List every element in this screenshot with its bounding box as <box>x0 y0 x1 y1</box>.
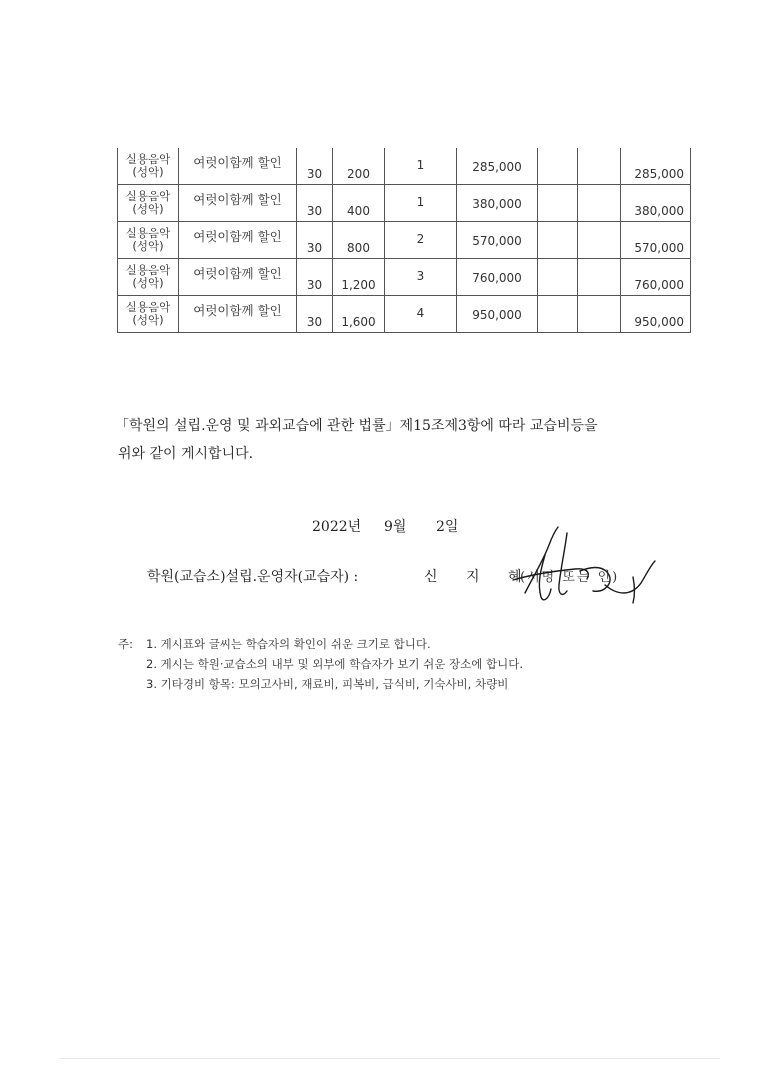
signer-label: 학원(교습소)설립.운영자(교습자) : <box>147 569 359 585</box>
cell-subject <box>118 185 179 222</box>
cell-fee <box>457 296 538 333</box>
cell-extra-1 <box>538 185 578 222</box>
cell-subject <box>118 148 179 185</box>
subject-name: 실용음악 <box>125 189 171 203</box>
cell-course <box>179 259 297 296</box>
cell-minutes <box>333 296 385 333</box>
cell-course <box>179 185 297 222</box>
cell-value <box>538 296 577 306</box>
date-year: 2022년 <box>312 519 362 535</box>
cell-fee <box>457 222 538 259</box>
cell-value: 여럿이함께 할인 <box>193 192 282 207</box>
cell-weeks <box>297 148 333 185</box>
cell-value <box>578 222 620 232</box>
notice-text <box>115 412 675 468</box>
fee-table <box>117 148 691 333</box>
cell-course <box>179 296 297 333</box>
cell-total <box>621 259 691 296</box>
date-day: 2일 <box>436 519 459 535</box>
cell-value: 1 <box>416 158 425 172</box>
cell-subject <box>118 259 179 296</box>
subject-detail: (성악) <box>132 313 164 327</box>
cell-value: 30 <box>306 315 323 329</box>
cell-count <box>385 148 457 185</box>
cell-course <box>179 148 297 185</box>
cell-subject <box>118 222 179 259</box>
cell-value <box>538 222 577 232</box>
cell-value: 760,000 <box>472 271 522 285</box>
cell-value: 950,000 <box>472 308 522 322</box>
cell-count <box>385 222 457 259</box>
cell-minutes <box>333 259 385 296</box>
subject-detail: (성악) <box>132 202 164 216</box>
cell-extra-2 <box>578 185 621 222</box>
footnote-lead: 주: <box>118 637 133 651</box>
footnote-text: 1. 게시표와 글씨는 학습자의 확인이 쉬운 크기로 합니다. <box>146 637 431 651</box>
subject-detail: (성악) <box>132 276 164 290</box>
cell-value: 30 <box>306 278 323 292</box>
date-month: 9월 <box>384 519 407 535</box>
cell-value: 30 <box>306 167 323 181</box>
cell-value: 3 <box>416 269 425 283</box>
cell-extra-2 <box>578 222 621 259</box>
signature-note: (서명 또는 인) <box>520 570 620 585</box>
handwritten-signature <box>505 525 660 610</box>
cell-value: 4 <box>416 306 425 320</box>
cell-fee <box>457 185 538 222</box>
cell-total <box>621 222 691 259</box>
cell-weeks <box>297 296 333 333</box>
subject-name: 실용음악 <box>125 263 171 277</box>
cell-extra-1 <box>538 259 578 296</box>
cell-extra-2 <box>578 259 621 296</box>
cell-value: 1,600 <box>341 315 376 329</box>
cell-value: 285,000 <box>634 167 684 181</box>
cell-value <box>538 185 577 195</box>
cell-value <box>538 148 577 158</box>
cell-extra-2 <box>578 296 621 333</box>
cell-value: 760,000 <box>634 278 684 292</box>
cell-value <box>538 259 577 269</box>
cell-value: 380,000 <box>472 197 522 211</box>
cell-fee <box>457 259 538 296</box>
cell-value <box>578 185 620 195</box>
cell-value <box>578 296 620 306</box>
cell-value: 285,000 <box>472 160 522 174</box>
subject-name: 실용음악 <box>125 152 171 166</box>
cell-value: 1,200 <box>341 278 376 292</box>
cell-value: 200 <box>347 167 370 181</box>
table-row <box>118 185 691 222</box>
cell-count <box>385 296 457 333</box>
cell-total <box>621 296 691 333</box>
cell-value <box>578 148 620 158</box>
table-row <box>118 296 691 333</box>
footnote-text: 3. 기타경비 항목: 모의고사비, 재료비, 피복비, 급식비, 기숙사비, 차량비 <box>146 677 509 691</box>
cell-value: 570,000 <box>472 234 522 248</box>
cell-value: 380,000 <box>634 204 684 218</box>
cell-weeks <box>297 222 333 259</box>
subject-detail: (성악) <box>132 239 164 253</box>
cell-value: 800 <box>347 241 370 255</box>
cell-value <box>578 259 620 269</box>
cell-weeks <box>297 259 333 296</box>
page-bottom-rule <box>60 1058 720 1059</box>
cell-value: 여럿이함께 할인 <box>193 303 282 318</box>
notice-line-1: 「학원의 설립.운영 및 과외교습에 관한 법률」제15조제3항에 따라 교습비등을 <box>115 418 598 434</box>
subject-detail: (성악) <box>132 165 164 179</box>
fee-table-body <box>118 148 691 333</box>
cell-count <box>385 185 457 222</box>
cell-extra-1 <box>538 222 578 259</box>
cell-extra-1 <box>538 296 578 333</box>
cell-value: 950,000 <box>634 315 684 329</box>
cell-value: 여럿이함께 할인 <box>193 229 282 244</box>
footnote-text: 2. 게시는 학원·교습소의 내부 및 외부에 학습자가 보기 쉬운 장소에 합니다. <box>146 657 523 671</box>
notice-line-2: 위와 같이 게시합니다. <box>118 446 254 462</box>
footnote-item <box>118 634 523 654</box>
cell-value: 여럿이함께 할인 <box>193 266 282 281</box>
cell-extra-2 <box>578 148 621 185</box>
cell-minutes <box>333 148 385 185</box>
table-row <box>118 259 691 296</box>
cell-weeks <box>297 185 333 222</box>
cell-course <box>179 222 297 259</box>
cell-extra-1 <box>538 148 578 185</box>
cell-count <box>385 259 457 296</box>
cell-value: 570,000 <box>634 241 684 255</box>
cell-subject <box>118 296 179 333</box>
cell-value: 1 <box>416 195 425 209</box>
cell-minutes <box>333 222 385 259</box>
cell-fee <box>457 148 538 185</box>
cell-total <box>621 148 691 185</box>
signer-name: 신 지 혜 <box>424 569 534 585</box>
subject-name: 실용음악 <box>125 226 171 240</box>
footnotes <box>118 634 523 694</box>
cell-value: 여럿이함께 할인 <box>193 155 282 170</box>
footnote-item <box>118 674 523 694</box>
cell-value: 400 <box>347 204 370 218</box>
cell-value: 30 <box>306 241 323 255</box>
cell-value: 30 <box>306 204 323 218</box>
footnote-item <box>118 654 523 674</box>
cell-minutes <box>333 185 385 222</box>
cell-total <box>621 185 691 222</box>
cell-value: 2 <box>416 232 425 246</box>
table-row <box>118 148 691 185</box>
table-row <box>118 222 691 259</box>
subject-name: 실용음악 <box>125 300 171 314</box>
